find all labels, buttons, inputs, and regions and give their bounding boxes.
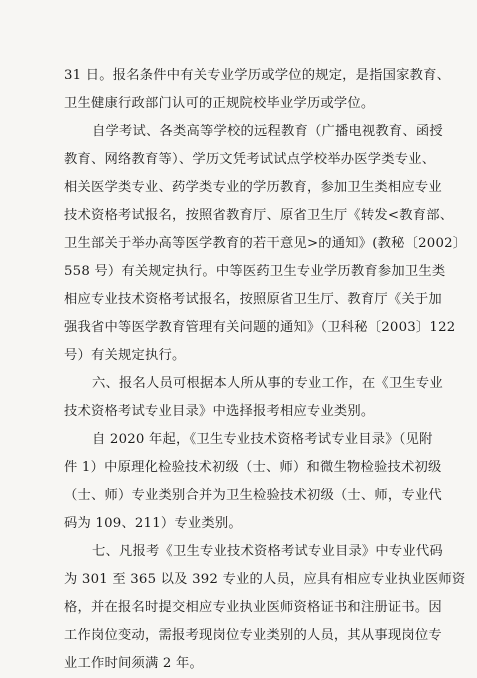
text-line: 六、报名人员可根据本人所从事的专业工作，在《卫生专业 xyxy=(92,376,443,391)
text-line: 相应专业技术资格考试报名，按照原省卫生厅、教育厅《关于加 xyxy=(64,292,442,307)
text-line: 七、凡报考《卫生专业技术资格考试专业目录》中专业代码 xyxy=(92,544,443,559)
text-line: 自 2020 年起，《卫生专业技术资格考试专业目录》（见附 xyxy=(92,432,433,447)
text-line: 为 301 至 365 以及 392 专业的人员，应具有相应专业执业医师资 xyxy=(64,572,466,587)
text-line: 技术资格考试报名，按照省教育厅、原省卫生厅《转发<教育部、 xyxy=(64,208,454,223)
text-line: 卫生部关于举办高等医学教育的若干意见>的通知》(教秘〔2002〕 xyxy=(64,236,467,251)
text-line: 工作岗位变动，需报考现岗位专业类别的人员，其从事现岗位专 xyxy=(64,628,442,643)
text-line: 相关医学类专业、药学类专业的学历教育，参加卫生类相应专业 xyxy=(64,180,442,195)
text-line: 格，并在报名时提交相应专业执业医师资格证书和注册证书。因 xyxy=(64,600,442,615)
text-line: 558 号）有关规定执行。中等医药卫生专业学历教育参加卫生类 xyxy=(64,264,446,279)
text-line: 自学考试、各类高等学校的远程教育（广播电视教育、函授 xyxy=(92,124,443,139)
text-line: 码为 109、211）专业类别。 xyxy=(64,516,242,531)
text-line: 教育、网络教育等）、学历文凭考试试点学校举办医学类专业、 xyxy=(64,152,436,167)
text-line: 强我省中等医学教育管理有关问题的通知》（卫科秘〔2003〕122 xyxy=(64,320,456,335)
text-line: （士、师）专业类别合并为卫生检验技术初级（士、师，专业代 xyxy=(64,488,442,503)
text-line: 业工作时间须满 2 年。 xyxy=(64,656,203,671)
text-line: 卫生健康行政部门认可的正规院校毕业学历或学位。 xyxy=(64,96,375,111)
text-line: 技术资格考试专业目录》中选择报考相应专业类别。 xyxy=(64,404,375,419)
text-line: 件 1）中原理化检验技术初级（士、师）和微生物检验技术初级 xyxy=(64,460,442,475)
text-line: 31 日。报名条件中有关专业学历或学位的规定，是指国家教育、 xyxy=(64,68,451,83)
text-line: 号）有关规定执行。 xyxy=(64,348,186,363)
